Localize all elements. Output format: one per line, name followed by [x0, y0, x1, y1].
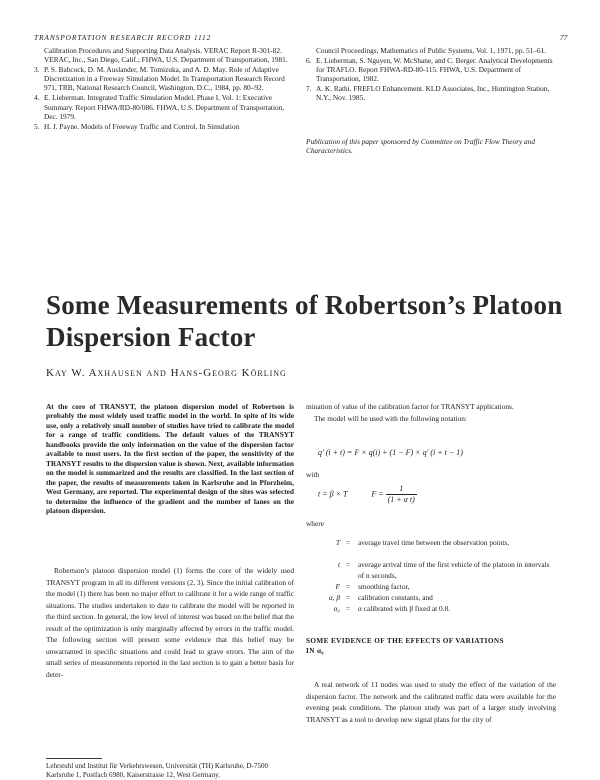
reference-item — [306, 84, 562, 102]
definition-symbol: α, β — [328, 593, 340, 602]
publication-note: Publication of this paper sponsored by Committee on Traffic Flow Theory and Characteristics. — [306, 137, 535, 155]
author-affiliation: Lehrstuhl und Institut für Verkehrswesen, Universität (TH) Karlsruhe, D-7500 Karlsruhe 1, Postfach 6980, Kaiserstrasse 12, West Germany. — [46, 762, 269, 779]
reference-item — [34, 93, 296, 120]
article-title: Some Measurements of Robertson’s Platoon Dispersion Factor — [46, 290, 563, 352]
equation-fraction — [386, 484, 417, 505]
reference-text: P. S. Babcock, D. M. Auslander, M. Tomizuka, and A. D. May. Role of Adaptive Discretization in a Freeway Simulation Model. In Transportation Research Record 971, TRB, National Research Council, Washington, D.C., 1984, pp. 80–92. — [44, 65, 285, 93]
equation-t: t = β × T — [318, 489, 348, 499]
reference-number: 7. — [306, 84, 312, 94]
equation-F-label: F = — [371, 489, 384, 499]
reference-item — [34, 122, 296, 131]
equals-sign: = — [346, 560, 351, 569]
page-number: 77 — [560, 33, 568, 42]
definition-symbol: F — [335, 582, 340, 591]
definition-text: smoothing factor, — [358, 582, 410, 591]
footnote-rule — [46, 758, 102, 759]
reference-number: 4. — [34, 93, 40, 103]
equation-definitions — [318, 484, 417, 505]
fraction-numerator: 1 — [386, 484, 417, 495]
reference-item — [34, 46, 296, 64]
definition-text: average travel time between the observation points, — [358, 538, 510, 547]
equals-sign: = — [346, 538, 351, 547]
equals-sign: = — [346, 604, 351, 613]
definition-symbol: α₀ — [333, 604, 340, 613]
references-left — [34, 46, 296, 131]
body-paragraph: A real network of 11 nodes was used to study the effect of the variation of the dispersion factor. The network and the calibrated traffic data were available for the evening peak conditions. The platoon study was part of a larger study involving TRANSYT as a tool to develop new signal plans for the city of — [306, 680, 556, 724]
body-text-left — [46, 565, 294, 680]
reference-text: H. J. Payne. Models of Freeway Traffic and Control. In Simulation — [44, 121, 240, 131]
section-heading: SOME EVIDENCE OF THE EFFECTS OF VARIATIONS IN α₀ — [306, 637, 504, 655]
reference-item — [306, 46, 562, 55]
abstract: At the core of TRANSYT, the platoon dispersion model of Robertson is probably the most widely used traffic model in the world. In spite of its wide use, only a relatively small number of studies have tried to calibrate the model for a range of traffic conditions. The default values of the TRANSYT handbooks provide the only information on the value of the dispersion factor available to most users. In the first section of the paper, the sensitivity of the TRANSYT results to the dispersion value is shown. Next, available information on the model is summarized and the results are classified. In the last section of the paper, the results of measurements taken in Karlsruhe and in Pforzheim, West Germany, are reported. The experimental design of the sites was selected to determine the influence of the gradient and the number of lanes on the platoon dispersion. — [46, 402, 294, 515]
fraction-denominator: (1 + α t) — [387, 495, 415, 504]
body-paragraph: Robertson’s platoon dispersion model (1) forms the core of the widely used TRANSYT program in all its different versions (2, 3). Since the initial calibration of the model (1) there has been no major effort to calibrate it for a wide range of traffic situations. The studies undertaken to date to calibrate the model will be reported in the third section. In general, the low level of interest was based on the belief that the result of the optimization is only marginally affected by errors in the traffic model. The following section will present some evidence that this belief may be unwarranted in specific situations and could lead to grave errors. The aim of the small series of measurements reported in the last section is to gain a better basis for deter- — [46, 566, 294, 679]
with-label: with — [306, 470, 320, 479]
symbol-definitions — [306, 538, 556, 638]
definition-text: α calibrated with β fixed at 0.8. — [358, 604, 451, 613]
running-header: TRANSPORTATION RESEARCH RECORD 1112 — [34, 33, 212, 42]
equation-recursive: q′ (i + t) = F × q(i) + (1 − F) × q′ (i + t − 1) — [318, 448, 463, 457]
notation-intro: The model will be used with the following notation: — [314, 413, 467, 423]
reference-text: E. Lieberman, S. Nguyen, W. McShane, and C. Berger. Analytical Developments for TRAFLO. Report FHWA-RD-80-115. FHWA, U.S. Department of Transportation, 1982. — [316, 56, 553, 84]
reference-item — [306, 56, 562, 83]
equals-sign: = — [346, 582, 351, 591]
body-text-right-intro — [306, 401, 556, 424]
body-paragraph: mination of value of the calibration factor for TRANSYT applications. — [306, 402, 514, 411]
article-authors: Kay W. Axhausen and Hans-Georg Körling — [46, 367, 287, 379]
reference-number: 5. — [34, 121, 40, 131]
definition-text: calibration constants, and — [358, 593, 433, 602]
reference-number: 3. — [34, 65, 40, 75]
reference-item — [34, 65, 296, 92]
reference-text: E. Lieberman. Integrated Traffic Simulation Model, Phase I, Vol. 1: Executive Summary. Report FHWA/RD-80/086. FHWA, U.S. Department of Transportation, Dec. 1979. — [44, 93, 285, 121]
definition-text: average arrival time of the first vehicle of the platoon in intervals of n seconds, — [358, 560, 550, 580]
body-text-right — [306, 679, 556, 725]
reference-text: Calibration Procedures and Supporting Data Analysis. VERAC Report R-301-82. VERAC, Inc., San Diego, Calif.; FHWA, U.S. Department of Transportation, 1981. — [44, 46, 288, 65]
definition-symbol: T — [335, 538, 340, 547]
reference-text: A. K. Rathi. FREFLO Enhancement. KLD Associates, Inc., Huntington Station, N.Y., Nov. 1985. — [316, 84, 550, 103]
definition-symbol: t — [337, 560, 340, 569]
equals-sign: = — [346, 593, 351, 602]
references-right — [306, 46, 562, 103]
where-label: where — [306, 519, 324, 528]
reference-number: 6. — [306, 56, 312, 66]
reference-text: Council Proceedings, Mathematics of Public Systems, Vol. 1, 1971, pp. 51–61. — [316, 46, 547, 55]
